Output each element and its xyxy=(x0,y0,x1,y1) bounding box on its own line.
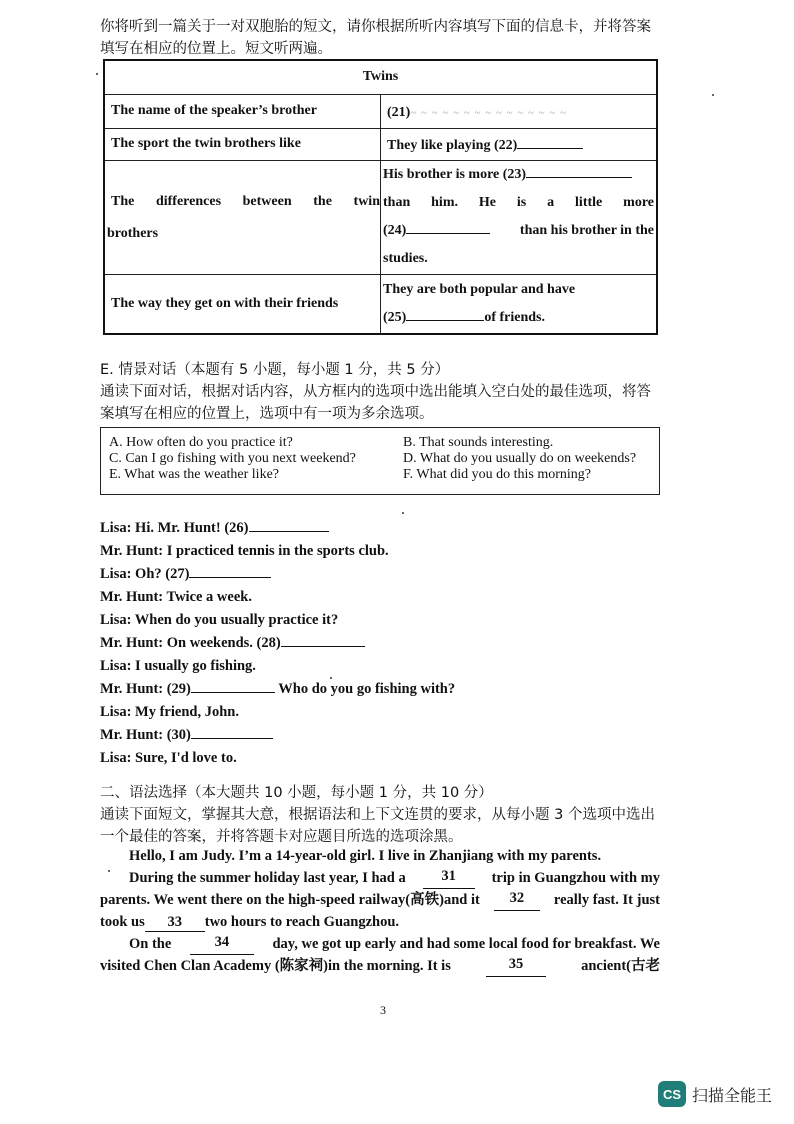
listening-instructions xyxy=(100,16,666,60)
row-text: of friends. xyxy=(484,309,545,325)
passage-line xyxy=(100,933,660,955)
answer-blank-32[interactable]: 32 xyxy=(494,889,540,911)
answer-blank-25[interactable] xyxy=(406,307,484,321)
passage-line: Hello, I am Judy. I’m a 14-year-old girl. I live in Zhanjiang with my parents. xyxy=(129,848,602,864)
options-row xyxy=(109,435,659,451)
passage-line xyxy=(100,955,660,977)
options-row xyxy=(109,467,659,483)
reading-passage xyxy=(100,845,660,977)
answer-blank-24[interactable] xyxy=(406,220,490,234)
row-text: His brother is more (23) xyxy=(383,167,527,182)
dialogue-line xyxy=(100,563,660,586)
dialogue-text: Mr. Hunt: (30) xyxy=(100,727,191,743)
passage-text: visited Chen Clan Academy (陈家祠)in the morning. It is xyxy=(100,958,451,974)
label-line: brothers xyxy=(107,226,159,241)
instruction-line: 你将听到一篇关于一对双胞胎的短文，请你根据所听内容填写下面的信息卡，并将答案 xyxy=(100,19,651,35)
scan-speck xyxy=(712,94,714,96)
cs-logo-icon: CS xyxy=(658,1081,686,1107)
question-number: (21) xyxy=(387,104,411,120)
instruction-line: 案填写在相应的位置上，选项中有一项为多余选项。 xyxy=(100,406,434,422)
passage-text: On the xyxy=(129,936,172,952)
passage-text: parents. We went there on the high-speed railway(高铁)and it xyxy=(100,892,480,908)
answer-blank-29[interactable] xyxy=(191,679,275,693)
answer-blank-34[interactable]: 34 xyxy=(190,933,254,955)
option-c: C. Can I go fishing with you next weekend? xyxy=(109,451,356,466)
option-a: A. How often do you practice it? xyxy=(109,435,293,450)
page-number: 3 xyxy=(380,1003,386,1017)
section-2-header xyxy=(100,782,666,848)
question-number: (25) xyxy=(383,309,407,325)
row-label: The way they get on with their friends xyxy=(104,274,381,334)
table-row xyxy=(104,128,657,160)
answer-blank-22[interactable] xyxy=(517,135,583,149)
row-label: The sport the twin brothers like xyxy=(104,128,381,160)
dialogue-text: Lisa: Hi. Mr. Hunt! (26) xyxy=(100,520,249,536)
options-row xyxy=(109,451,659,467)
dialogue-line xyxy=(100,655,660,678)
passage-text: ancient(古老 xyxy=(581,958,660,974)
section-heading: E. 情景对话（本题有 5 小题，每小题 1 分，共 5 分） xyxy=(100,362,450,378)
dialogue-text: Lisa: I usually go fishing. xyxy=(100,658,256,674)
options-box xyxy=(100,427,660,495)
passage-line xyxy=(100,889,660,911)
scan-speck xyxy=(108,870,110,872)
camscanner-watermark xyxy=(658,1081,772,1107)
instruction-line: 通读下面对话，根据对话内容，从方框内的选项中选出能填入空白处的最佳选项，将答 xyxy=(100,384,651,400)
dialogue-line xyxy=(100,540,660,563)
row-label: The name of the speaker’s brother xyxy=(104,94,381,128)
passage-text: two hours to reach Guangzhou. xyxy=(204,914,400,930)
dialogue-text: Mr. Hunt: Twice a week. xyxy=(100,589,252,605)
watermark-text: 扫描全能王 xyxy=(692,1085,773,1105)
dialogue xyxy=(100,517,660,770)
row-text: They are both popular and have xyxy=(383,281,576,297)
section-heading: 二、语法选择（本大题共 10 小题，每小题 1 分，共 10 分） xyxy=(100,785,493,801)
option-f: F. What did you do this morning? xyxy=(403,467,592,482)
passage-text: really fast. It just xyxy=(553,892,660,908)
dialogue-text: Mr. Hunt: (29) xyxy=(100,681,191,697)
answer-blank-33[interactable]: 33 xyxy=(145,913,205,932)
answer-blank-31[interactable]: 31 xyxy=(423,867,475,889)
dialogue-text: Mr. Hunt: On weekends. (28) xyxy=(100,635,281,651)
dialogue-text: Lisa: Sure, I'd love to. xyxy=(100,750,237,766)
instruction-line: 一个最佳的答案，并将答题卡对应题目所选的选项涂黑。 xyxy=(100,829,463,845)
row-label xyxy=(104,160,381,274)
passage-text: During the summer holiday last year, I had a xyxy=(129,870,406,886)
scan-speck xyxy=(402,512,404,514)
row-content xyxy=(381,274,658,334)
row-content xyxy=(381,128,658,160)
handwriting-smudge: ~ ~ ~ ~ ~ ~ ~ ~ ~ ~ ~ ~ ~ ~ ~ xyxy=(410,106,568,119)
row-content xyxy=(381,94,658,128)
dialogue-line xyxy=(100,747,660,770)
table-title: Twins xyxy=(104,60,657,94)
row-text: studies. xyxy=(383,251,428,266)
instruction-line: 通读下面短文，掌握其大意，根据语法和上下文连贯的要求，从每小题 3 个选项中选出 xyxy=(100,807,655,823)
dialogue-line xyxy=(100,586,660,609)
option-d: D. What do you usually do on weekends? xyxy=(403,451,637,466)
answer-blank-26[interactable] xyxy=(249,518,329,532)
scan-speck xyxy=(96,73,98,75)
table-row xyxy=(104,160,657,274)
table-row xyxy=(104,94,657,128)
instruction-line: 填写在相应的位置上。短文听两遍。 xyxy=(100,41,332,57)
table-row xyxy=(104,274,657,334)
dialogue-text: Lisa: My friend, John. xyxy=(100,704,239,720)
row-text: than his brother in the xyxy=(519,223,654,238)
answer-blank-27[interactable] xyxy=(189,564,271,578)
answer-blank-30[interactable] xyxy=(191,725,273,739)
answer-blank-23[interactable] xyxy=(526,164,632,178)
row-text: They like playing (22) xyxy=(387,137,518,153)
passage-text: took us xyxy=(100,914,145,930)
passage-line xyxy=(100,867,660,889)
label-line: The differences between the twin xyxy=(111,194,380,209)
row-content xyxy=(381,160,658,274)
dialogue-text: Mr. Hunt: I practiced tennis in the sports club. xyxy=(100,543,389,559)
dialogue-text: Who do you go fishing with? xyxy=(274,681,456,697)
row-text: than him. He is a little more xyxy=(383,195,654,210)
passage-text: trip in Guangzhou with my xyxy=(491,870,660,886)
option-e: E. What was the weather like? xyxy=(109,467,280,482)
dialogue-line xyxy=(100,701,660,724)
dialogue-text: Lisa: Oh? (27) xyxy=(100,566,190,582)
passage-line xyxy=(100,911,660,933)
scan-speck xyxy=(330,677,332,679)
twins-info-table xyxy=(103,59,658,335)
dialogue-line xyxy=(100,678,660,701)
question-number: (24) xyxy=(383,223,407,238)
dialogue-line xyxy=(100,609,660,632)
dialogue-text: Lisa: When do you usually practice it? xyxy=(100,612,339,628)
dialogue-line xyxy=(100,632,660,655)
answer-blank-28[interactable] xyxy=(281,633,365,647)
option-b: B. That sounds interesting. xyxy=(403,435,554,450)
section-e-header xyxy=(100,359,666,425)
answer-blank-35[interactable]: 35 xyxy=(486,955,546,977)
passage-text: day, we got up early and had some local food for breakfast. We xyxy=(272,936,660,952)
dialogue-line xyxy=(100,517,660,540)
dialogue-line xyxy=(100,724,660,747)
